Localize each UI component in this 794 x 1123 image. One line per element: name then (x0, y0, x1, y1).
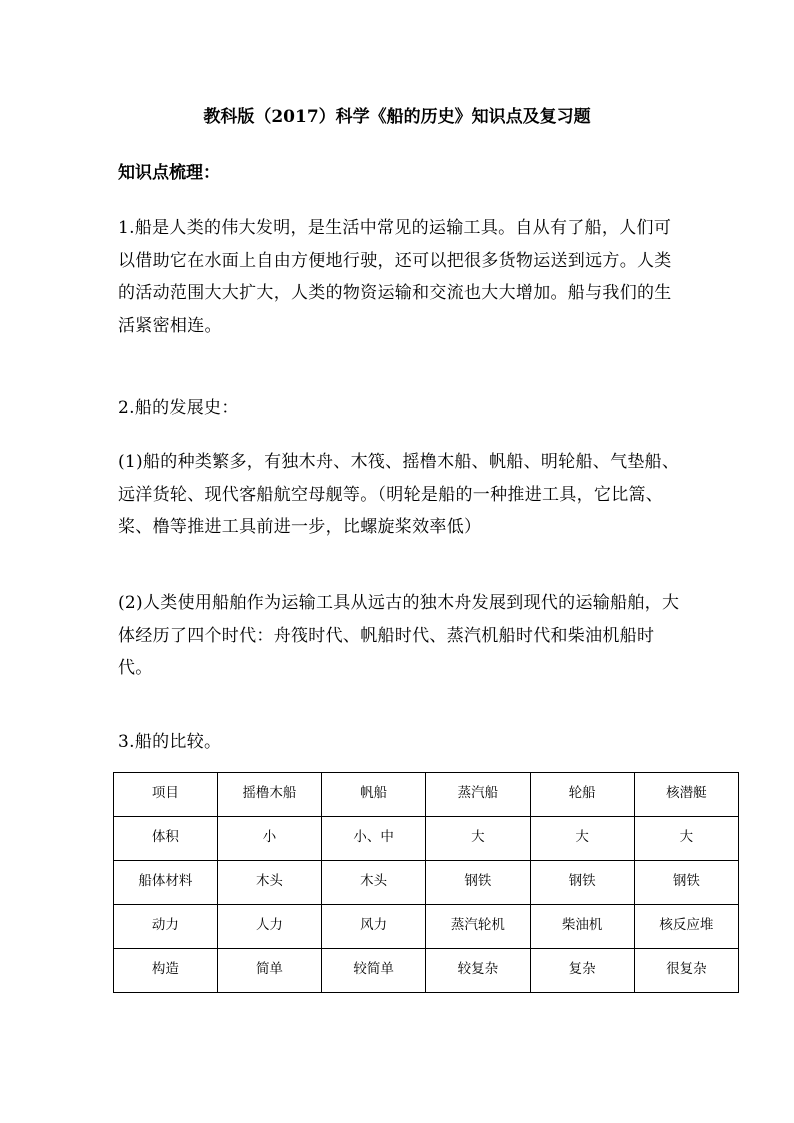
table-cell: 小、中 (322, 817, 426, 861)
table-cell: 木头 (217, 861, 321, 905)
table-header-cell: 帆船 (322, 773, 426, 817)
paragraph-5: 3.船的比较。 (118, 732, 222, 752)
table-header-cell: 项目 (114, 773, 218, 817)
table-cell: 柴油机 (530, 905, 634, 949)
table-cell: 复杂 (530, 949, 634, 993)
table-header-cell: 蒸汽船 (426, 773, 530, 817)
table-header-row (114, 773, 739, 817)
table-cell: 较简单 (322, 949, 426, 993)
table-cell: 风力 (322, 905, 426, 949)
table-row (114, 949, 739, 993)
table-row (114, 905, 739, 949)
table-cell: 钢铁 (634, 861, 738, 905)
table-cell: 动力 (114, 905, 218, 949)
table-cell: 构造 (114, 949, 218, 993)
table-cell: 大 (426, 817, 530, 861)
table-cell: 小 (217, 817, 321, 861)
table-cell: 体积 (114, 817, 218, 861)
paragraph-3: (1)船的种类繁多，有独木舟、木筏、摇橹木船、帆船、明轮船、气垫船、远洋货轮、现代客船航空母舰等。（明轮是船的一种推进工具，它比篙、桨、橹等推进工具前进一步，比螺旋桨效率低） (118, 452, 680, 537)
table-row (114, 861, 739, 905)
table-cell: 钢铁 (426, 861, 530, 905)
table-cell: 蒸汽轮机 (426, 905, 530, 949)
table-row (114, 817, 739, 861)
table-cell: 简单 (217, 949, 321, 993)
table-cell: 核反应堆 (634, 905, 738, 949)
document-title: 教科版（2017）科学《船的历史》知识点及复习题 (203, 107, 591, 127)
paragraph-1: 1.船是人类的伟大发明，是生活中常见的运输工具。自从有了船，人们可以借助它在水面上自由方便地行驶，还可以把很多货物运送到远方。人类的活动范围大大扩大，人类的物资运输和交流也大大增加。船与我们的生活紧密相连。 (118, 218, 672, 336)
paragraph-2: 2.船的发展史： (118, 398, 239, 418)
table-header-cell: 核潜艇 (634, 773, 738, 817)
table-cell: 船体材料 (114, 861, 218, 905)
table-cell: 较复杂 (426, 949, 530, 993)
paragraph-4: (2)人类使用船舶作为运输工具从远古的独木舟发展到现代的运输船舶，大体经历了四个时代：舟筏时代、帆船时代、蒸汽机船时代和柴油机船时代。 (118, 593, 680, 678)
table-header-cell: 摇橹木船 (217, 773, 321, 817)
table-cell: 钢铁 (530, 861, 634, 905)
ship-comparison-table (113, 772, 739, 993)
table-cell: 很复杂 (634, 949, 738, 993)
section-heading: 知识点梳理： (118, 163, 220, 183)
table-cell: 大 (634, 817, 738, 861)
table-header-cell: 轮船 (530, 773, 634, 817)
table-cell: 大 (530, 817, 634, 861)
table-cell: 人力 (217, 905, 321, 949)
table-cell: 木头 (322, 861, 426, 905)
